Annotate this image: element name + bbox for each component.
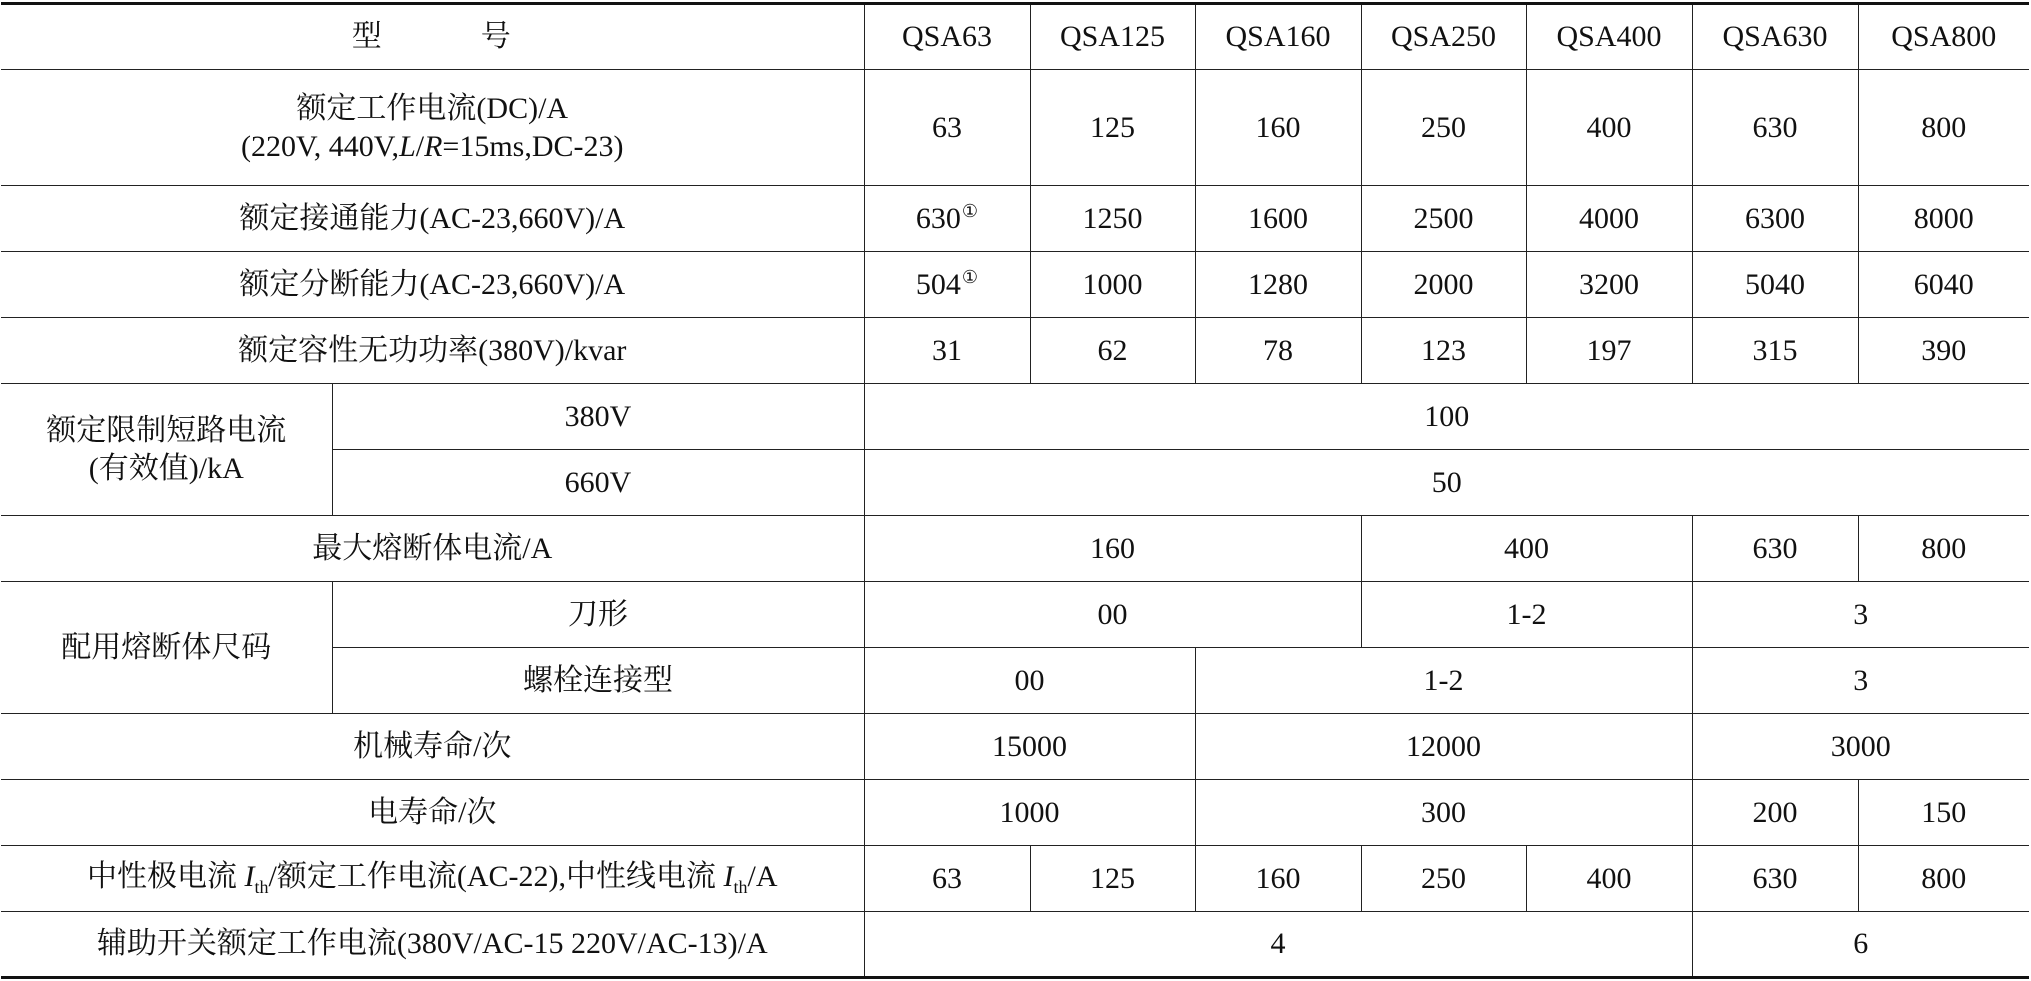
fuse-size-blade-row [1,582,2029,648]
max-fuse-current-label: 最大熔断体电流/A [1,516,864,582]
rated-current-dc-label-prefix: (220V, 440V, [240,129,400,163]
table-cell: 630 [1692,846,1858,912]
symbol-i: I [723,860,734,894]
table-cell: 800 [1858,516,2029,582]
fuse-type-bolted: 螺栓连接型 [332,648,864,714]
table-cell: 78 [1195,318,1361,384]
table-cell: 100 [864,384,2029,450]
aux-switch-label: 辅助开关额定工作电流(380V/AC-15 220V/AC-13)/A [1,912,864,978]
neutral-current-label-part1: 中性极电流 [86,860,237,894]
neutral-current-label-part2: /额定工作电流(AC-22),中性线电流 [268,860,716,894]
table-cell: 3 [1692,648,2029,714]
table-cell: 197 [1526,318,1692,384]
table-cell: 2000 [1361,252,1526,318]
table-cell: 1000 [1030,252,1195,318]
table-cell: 15000 [864,714,1195,780]
capacitive-power-label: 额定容性无功功率(380V)/kvar [1,318,864,384]
footnote-mark: ① [961,200,979,221]
rated-current-dc-label-line2 [7,128,858,166]
table-cell: 63 [864,846,1030,912]
footnote-mark: ① [961,266,979,287]
table-cell: 6 [1692,912,2029,978]
table-cell: 630 [1692,70,1858,186]
table-cell: 630 [1692,516,1858,582]
model-header: QSA400 [1526,4,1692,70]
model-header: QSA250 [1361,4,1526,70]
table-cell: 3200 [1526,252,1692,318]
specification-table [1,2,2029,979]
breaking-capacity-label: 额定分断能力(AC-23,660V)/A [1,252,864,318]
table-cell: 160 [1195,846,1361,912]
mechanical-life-row [1,714,2029,780]
short-circuit-label-line1: 额定限制短路电流 [46,414,287,447]
table-cell: 200 [1692,780,1858,846]
table-cell: 1250 [1030,186,1195,252]
table-cell: 3000 [1692,714,2029,780]
table-cell: 400 [1526,70,1692,186]
table-cell: 390 [1858,318,2029,384]
table-cell: 123 [1361,318,1526,384]
table-cell: 125 [1030,846,1195,912]
electrical-life-label: 电寿命/次 [1,780,864,846]
capacitive-power-row [1,318,2029,384]
table-cell: 00 [864,582,1361,648]
table-cell: 62 [1030,318,1195,384]
short-circuit-label [1,384,332,516]
symbol-l: L [399,129,416,163]
aux-switch-row [1,912,2029,978]
table-cell [864,186,1030,252]
table-cell: 315 [1692,318,1858,384]
mechanical-life-label: 机械寿命/次 [1,714,864,780]
symbol-th-subscript: th [254,877,269,898]
table-cell: 800 [1858,846,2029,912]
table-cell: 31 [864,318,1030,384]
symbol-slash: / [415,129,425,163]
fuse-size-label: 配用熔断体尺码 [1,582,332,714]
neutral-current-row [1,846,2029,912]
table-cell [864,252,1030,318]
voltage-cell: 380V [332,384,864,450]
table-cell: 12000 [1195,714,1692,780]
table-cell: 800 [1858,70,2029,186]
model-header-char-a: 型 [351,20,384,54]
symbol-r: R [424,129,443,163]
table-cell: 63 [864,70,1030,186]
table-cell: 250 [1361,846,1526,912]
model-header: QSA63 [864,4,1030,70]
table-cell: 250 [1361,70,1526,186]
model-header: QSA630 [1692,4,1858,70]
neutral-current-label-part3: /A [747,860,778,894]
making-capacity-label: 额定接通能力(AC-23,660V)/A [1,186,864,252]
table-cell: 4000 [1526,186,1692,252]
symbol-i: I [244,860,255,894]
rated-current-dc-label-line1: 额定工作电流(DC)/A [296,92,569,125]
table-cell: 4 [864,912,1692,978]
table-cell: 160 [1195,70,1361,186]
model-header-cell [1,4,864,70]
voltage-cell: 660V [332,450,864,516]
max-fuse-current-row [1,516,2029,582]
model-header: QSA160 [1195,4,1361,70]
table-cell: 1000 [864,780,1195,846]
short-circuit-row-380 [1,384,2029,450]
short-circuit-label-line2: (有效值)/kA [88,451,244,485]
table-cell: 400 [1361,516,1692,582]
model-header: QSA800 [1858,4,2029,70]
model-header-char-b: 号 [480,20,513,54]
breaking-capacity-row [1,252,2029,318]
electrical-life-row [1,780,2029,846]
breaking-capacity-value: 504 [915,267,961,301]
table-cell: 3 [1692,582,2029,648]
table-cell: 1-2 [1361,582,1692,648]
table-cell: 1600 [1195,186,1361,252]
table-cell: 400 [1526,846,1692,912]
table-cell: 160 [864,516,1361,582]
table-cell: 6040 [1858,252,2029,318]
rated-current-dc-row [1,70,2029,186]
making-capacity-value: 630 [915,201,961,235]
neutral-current-label [1,846,864,912]
model-header: QSA125 [1030,4,1195,70]
table-cell: 1-2 [1195,648,1692,714]
table-cell: 6300 [1692,186,1858,252]
header-row [1,4,2029,70]
table-cell: 50 [864,450,2029,516]
rated-current-dc-label [1,70,864,186]
table-cell: 00 [864,648,1195,714]
symbol-th-subscript: th [733,877,748,898]
making-capacity-row [1,186,2029,252]
fuse-type-blade: 刀形 [332,582,864,648]
table-cell: 1280 [1195,252,1361,318]
table-cell: 5040 [1692,252,1858,318]
rated-current-dc-label-suffix: =15ms,DC-23) [442,129,624,163]
table-cell: 125 [1030,70,1195,186]
table-cell: 150 [1858,780,2029,846]
table-cell: 2500 [1361,186,1526,252]
table-cell: 300 [1195,780,1692,846]
table-cell: 8000 [1858,186,2029,252]
